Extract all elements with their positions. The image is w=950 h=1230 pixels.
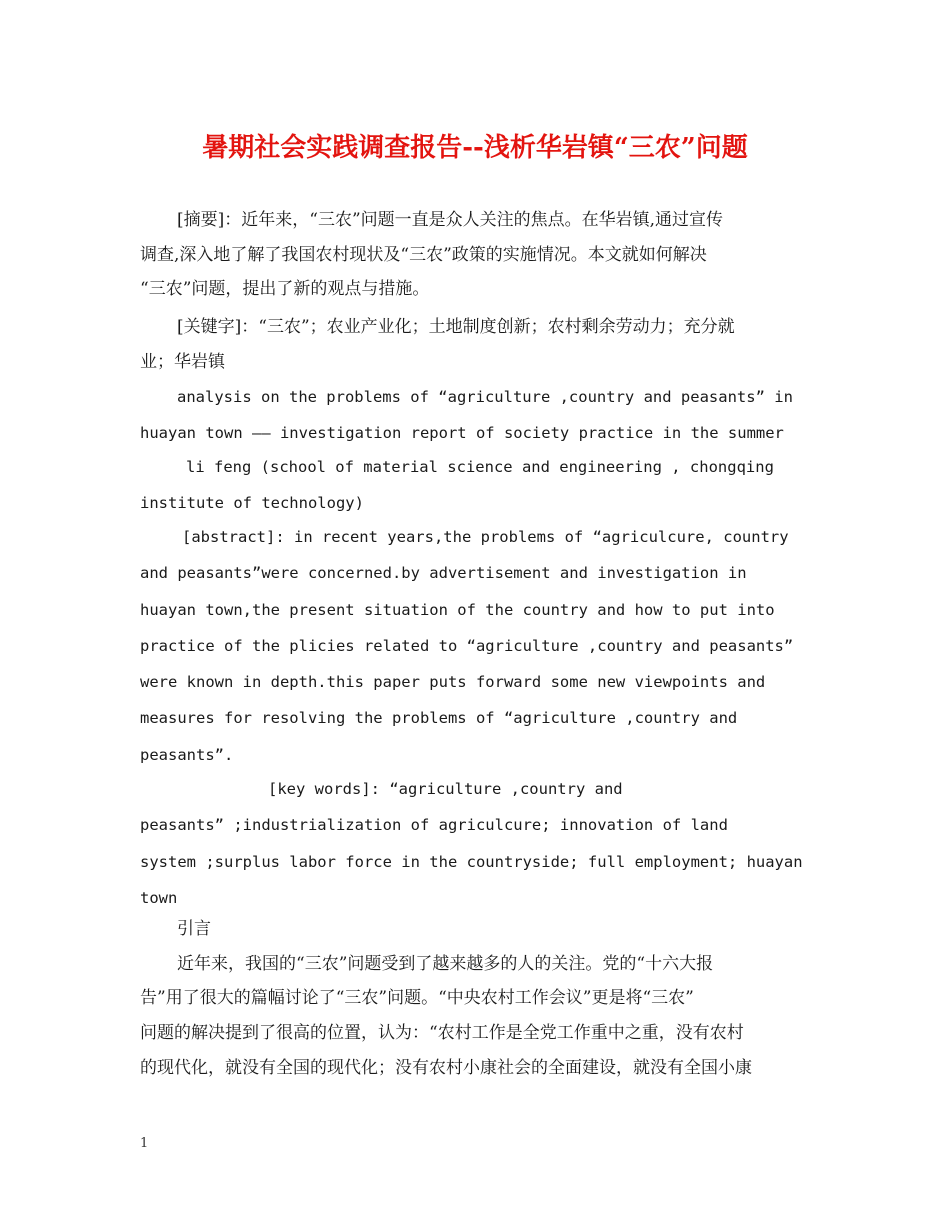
abstract-zh (140, 203, 810, 307)
abstract-en-line: were known in depth.this paper puts forward some new viewpoints and (140, 673, 766, 692)
abstract-zh-line: [摘要]：近年来，“三农”问题一直是众人关注的焦点。在华岩镇,通过宣传 (177, 210, 724, 230)
abstract-zh-line: “三农”问题，提出了新的观点与措施。 (140, 279, 430, 300)
abstract-en-line: huayan town,the present situation of the country and how to put into (140, 600, 775, 619)
abstract-en-line: measures for resolving the problems of “agriculture ,country and (140, 709, 738, 728)
intro-heading: 引言 (177, 919, 211, 939)
keywords-en-line: [key words]: “agriculture ,country and (268, 780, 623, 798)
intro-line: 告”用了很大的篇幅讨论了“三农”问题。“中央农村工作会议”更是将“三农” (140, 988, 694, 1009)
keywords-en (140, 771, 811, 916)
english-title (140, 379, 811, 452)
keywords-en-line: town (140, 888, 178, 907)
keywords-en-line: system ;surplus labor force in the countryside; full employment; huayan (140, 852, 803, 871)
author-line: li feng (school of material science and engineering , chongqing (186, 458, 774, 476)
abstract-en (140, 519, 811, 773)
english-title-line: huayan town —— investigation report of society practice in the summer (140, 424, 784, 443)
abstract-en-line: [abstract]: in recent years,the problems of “agriculcure, country (182, 528, 789, 546)
abstract-en-line: practice of the plicies related to “agriculture ,country and peasants” (140, 636, 794, 655)
keywords-zh-line: [关键字]：“三农”；农业产业化；土地制度创新；农村剩余劳动力；充分就 (177, 317, 735, 337)
abstract-en-line: and peasants”were concerned.by advertisement and investigation in (140, 564, 747, 583)
intro-section (140, 912, 810, 1085)
english-title-line: analysis on the problems of “agriculture ,country and peasants” in (177, 388, 793, 406)
intro-line: 问题的解决提到了很高的位置，认为：“农村工作是全党工作重中之重，没有农村 (140, 1023, 744, 1044)
intro-line: 的现代化，就没有全国的现代化；没有农村小康社会的全面建设，就没有全国小康 (140, 1057, 752, 1078)
author-affiliation (140, 449, 811, 522)
keywords-en-line: peasants” ;industrialization of agriculcure; innovation of land (140, 816, 728, 835)
keywords-zh (140, 310, 810, 379)
intro-line: 近年来，我国的“三农”问题受到了越来越多的人的关注。党的“十六大报 (177, 953, 714, 974)
abstract-zh-line: 调查,深入地了解了我国农村现状及“三农”政策的实施情况。本文就如何解决 (140, 244, 707, 265)
document-title: 暑期社会实践调查报告--浅析华岩镇“三农”问题 (202, 133, 748, 163)
author-line: institute of technology) (140, 494, 364, 513)
keywords-zh-line: 业；华岩镇 (140, 351, 225, 372)
abstract-en-line: peasants”. (140, 745, 234, 764)
page-number: 1 (140, 1136, 149, 1151)
